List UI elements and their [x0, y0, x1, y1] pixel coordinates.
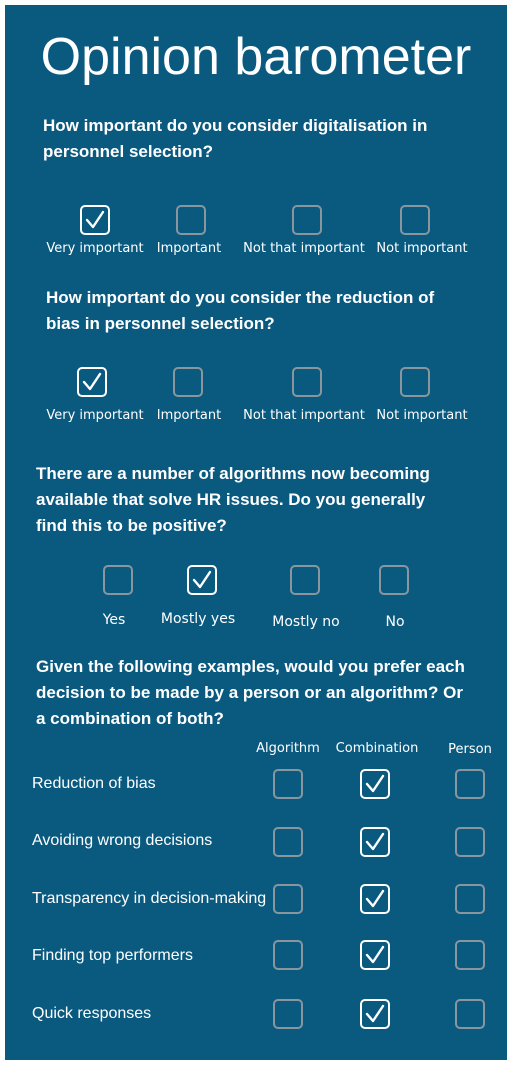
row-2-combination-checkbox[interactable] — [360, 827, 390, 857]
row-3-algorithm-checkbox[interactable] — [273, 884, 303, 914]
q3-option-label: Yes — [102, 612, 126, 628]
q3-checkbox-yes[interactable] — [103, 565, 133, 595]
question-4-line-3: a combination of both? — [36, 709, 224, 728]
question-3-line-1: There are a number of algorithms now becoming — [36, 464, 430, 483]
column-header-combination: Combination — [335, 741, 419, 756]
q1-checkbox-important[interactable] — [176, 205, 206, 235]
q2-option-label: Very important — [46, 408, 144, 423]
column-header-person: Person — [448, 742, 492, 757]
check-icon — [364, 1003, 386, 1025]
check-icon — [364, 888, 386, 910]
q3-checkbox-mostly-yes[interactable] — [187, 565, 217, 595]
question-1-line-2: personnel selection? — [43, 142, 214, 161]
check-icon — [84, 209, 106, 231]
row-2-algorithm-checkbox[interactable] — [273, 827, 303, 857]
q3-option-label: Mostly yes — [160, 611, 236, 627]
row-5-person-checkbox[interactable] — [455, 999, 485, 1029]
q2-option-label: Not that important — [243, 408, 365, 423]
q3-option-label: Mostly no — [272, 614, 340, 630]
row-3-person-checkbox[interactable] — [455, 884, 485, 914]
q1-checkbox-not-that-important[interactable] — [292, 205, 322, 235]
q2-checkbox-not-important[interactable] — [400, 367, 430, 397]
check-icon — [81, 371, 103, 393]
question-3-line-2: available that solve HR issues. Do you generally — [36, 490, 426, 509]
opinion-barometer-panel — [5, 5, 507, 1060]
question-4-text — [36, 654, 465, 732]
check-icon — [364, 773, 386, 795]
q1-option-label: Not that important — [243, 241, 365, 256]
q2-checkbox-not-that-important[interactable] — [292, 367, 322, 397]
column-header-algorithm: Algorithm — [256, 741, 320, 756]
question-2-line-1: How important do you consider the reduction of — [46, 288, 435, 307]
q1-option-label: Important — [156, 241, 222, 256]
question-1-line-1: How important do you consider digitalisation in — [43, 116, 428, 135]
q1-option-label: Not important — [376, 241, 468, 256]
row-5-combination-checkbox[interactable] — [360, 999, 390, 1029]
q3-checkbox-mostly-no[interactable] — [290, 565, 320, 595]
row-2-person-checkbox[interactable] — [455, 827, 485, 857]
question-4-line-1: Given the following examples, would you prefer each — [36, 657, 465, 676]
q2-option-label: Important — [156, 408, 222, 423]
question-1-text — [43, 113, 427, 165]
matrix-row-label: Reduction of bias — [32, 775, 156, 792]
question-4-line-2: decision to be made by a person or an algorithm? Or — [36, 683, 463, 702]
row-4-person-checkbox[interactable] — [455, 940, 485, 970]
row-1-combination-checkbox[interactable] — [360, 769, 390, 799]
question-3-line-3: find this to be positive? — [36, 516, 227, 535]
question-2-line-2: bias in personnel selection? — [46, 314, 275, 333]
q3-option-label: No — [385, 614, 405, 630]
matrix-row-label: Transparency in decision-making — [32, 890, 267, 907]
row-3-combination-checkbox[interactable] — [360, 884, 390, 914]
matrix-row-label: Finding top performers — [32, 947, 193, 964]
q3-checkbox-no[interactable] — [379, 565, 409, 595]
check-icon — [364, 944, 386, 966]
check-icon — [364, 831, 386, 853]
q1-checkbox-very-important[interactable] — [80, 205, 110, 235]
row-1-algorithm-checkbox[interactable] — [273, 769, 303, 799]
check-icon — [191, 569, 213, 591]
q2-checkbox-very-important[interactable] — [77, 367, 107, 397]
page-title: Opinion barometer — [40, 28, 472, 86]
row-4-algorithm-checkbox[interactable] — [273, 940, 303, 970]
row-4-combination-checkbox[interactable] — [360, 940, 390, 970]
matrix-row-label: Quick responses — [32, 1005, 152, 1022]
row-1-person-checkbox[interactable] — [455, 769, 485, 799]
q1-option-label: Very important — [46, 241, 144, 256]
q1-checkbox-not-important[interactable] — [400, 205, 430, 235]
q2-checkbox-important[interactable] — [173, 367, 203, 397]
q2-option-label: Not important — [376, 408, 468, 423]
row-5-algorithm-checkbox[interactable] — [273, 999, 303, 1029]
question-3-text — [36, 461, 430, 539]
question-2-text — [46, 285, 434, 337]
matrix-row-label: Avoiding wrong decisions — [32, 832, 213, 849]
